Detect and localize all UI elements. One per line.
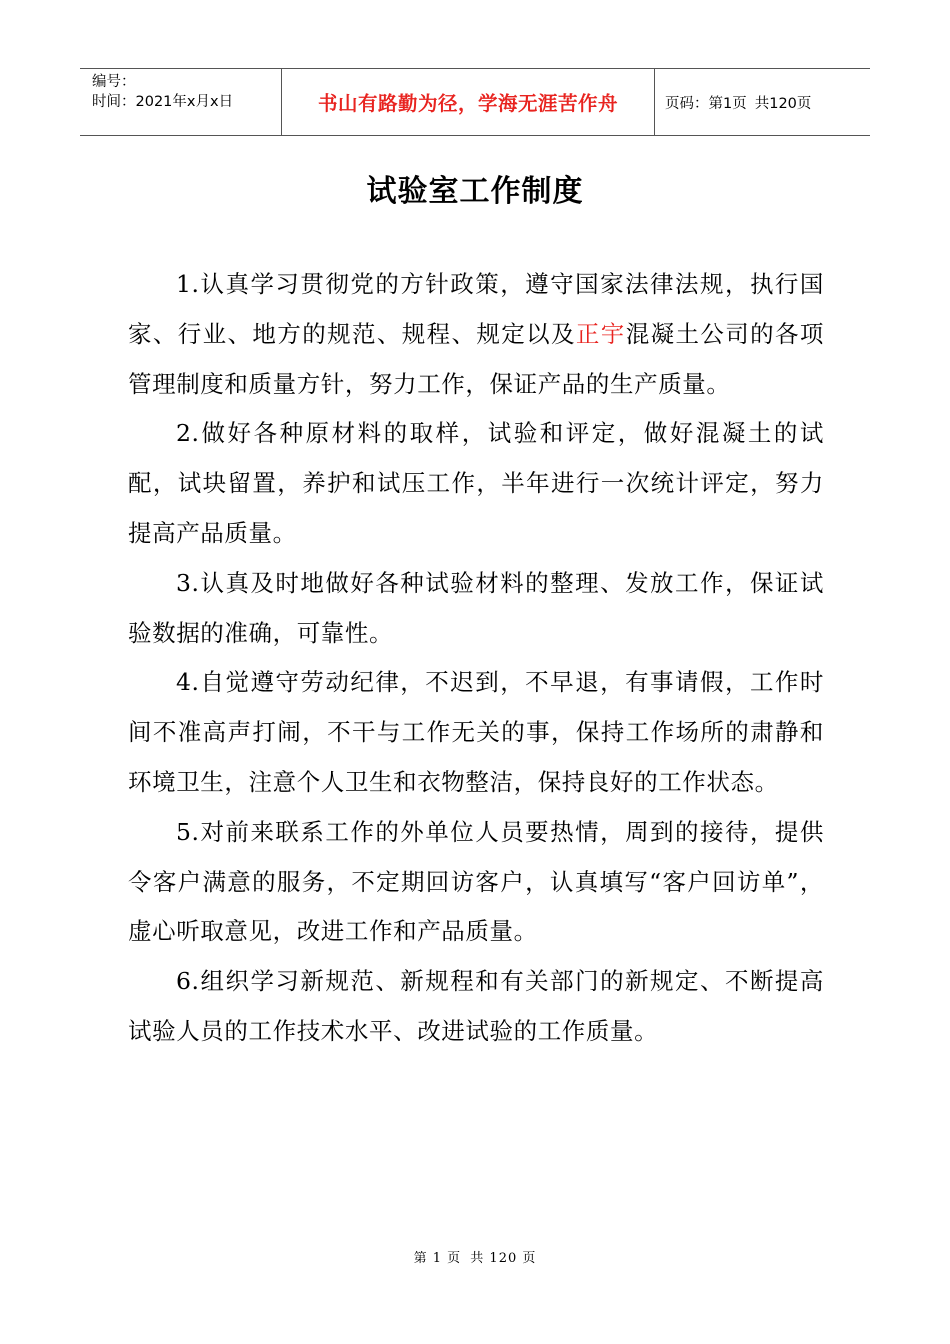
paragraph-1-text: 1.认真学习贯彻党的方针政策，遵守国家法律法规，执行国家、行业、地方的规范、规程、规定以及 [128,270,824,348]
header-page-number: 页码：第1页 [665,95,747,112]
paragraph-2-text: 2.做好各种原材料的取样，试验和评定，做好混凝土的试配，试块留置，养护和试压工作，半年进行一次统计评定，努力提高产品质量。 [128,419,824,547]
paragraph-2 [128,409,824,558]
paragraph-4-text: 4.自觉遵守劳动纪律，不迟到，不早退，有事请假，工作时间不准高声打闹，不干与工作无关的事，保持工作场所的肃静和环境卫生，注意个人卫生和衣物整洁，保持良好的工作状态。 [128,668,824,796]
document-time-label: 时间：2021年x月x日 [92,94,234,110]
paragraph-1-text-end: 混凝土公司的各项管理制度和质量方针，努力工作，保证产品的生产质量。 [128,319,824,398]
paragraph-6-text: 6.组织学习新规范、新规程和有关部门的新规定、不断提高试验人员的工作技术水平、改进试验的工作质量。 [128,967,824,1045]
header-page-total: 共120页 [754,95,812,112]
document-body [128,260,824,1057]
paragraph-1 [128,260,824,409]
header-motto: 书山有路勤为径，学海无涯苦作舟 [282,69,655,135]
paragraph-3 [128,559,824,659]
page-footer [0,1247,950,1266]
paragraph-6 [128,957,824,1057]
footer-page-total: 共 120 页 [470,1251,537,1266]
header-meta [80,69,282,135]
document-title: 试验室工作制度 [366,174,584,209]
paragraph-5 [128,808,824,957]
paragraph-1-highlight: 正宇 [575,319,626,348]
page-header [80,68,870,136]
footer-page-number: 第 1 页 [413,1251,462,1266]
header-page-info [655,69,870,135]
paragraph-3-text: 3.认真及时地做好各种试验材料的整理、发放工作，保证试验数据的准确，可靠性。 [128,568,824,647]
paragraph-5-text: 5.对前来联系工作的外单位人员要热情，周到的接待，提供令客户满意的服务，不定期回访客户，认真填写“客户回访单”，虚心听取意见，改进工作和产品质量。 [128,817,824,946]
document-number-label: 编号： [92,74,136,90]
paragraph-4 [128,658,824,807]
